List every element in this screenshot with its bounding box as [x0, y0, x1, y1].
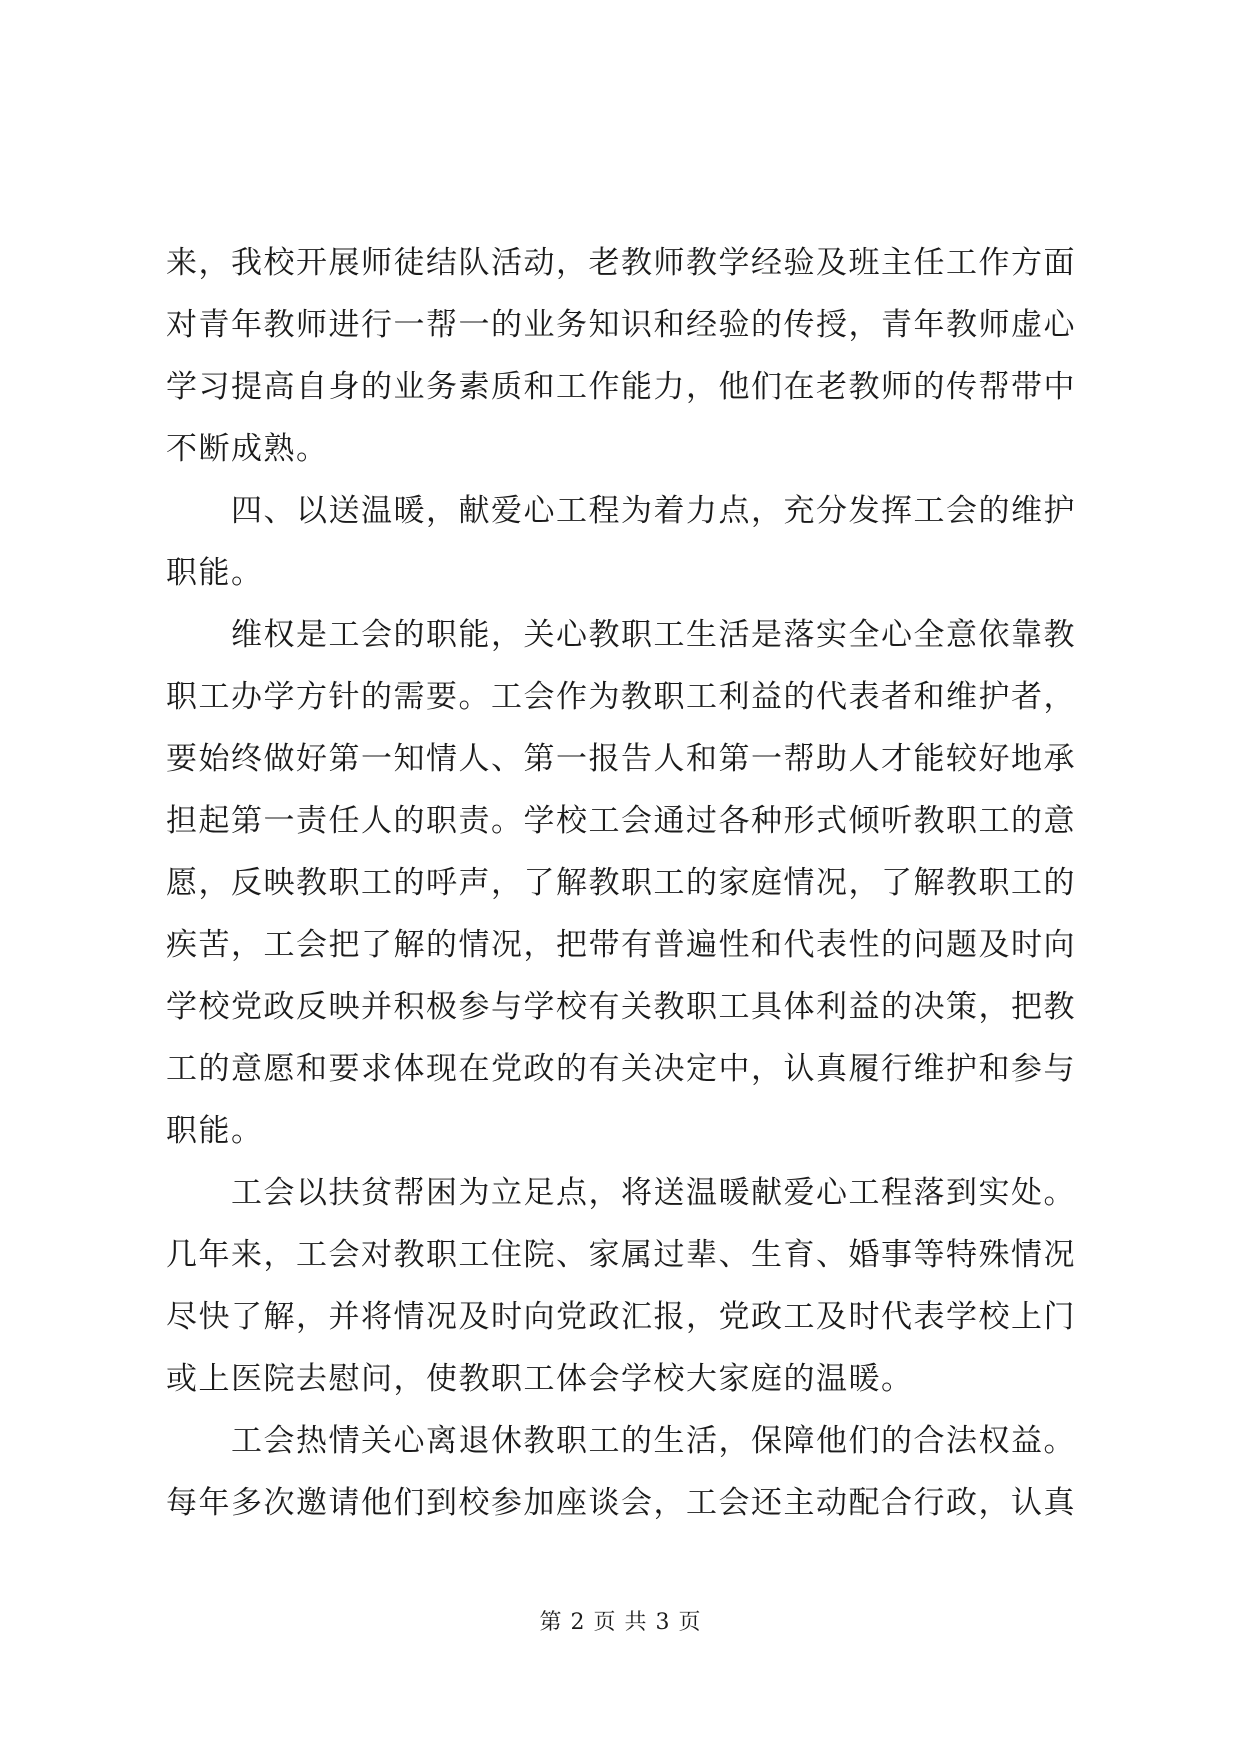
paragraph-rights-protection: 维权是工会的职能，关心教职工生活是落实全心全意依靠教职工办学方针的需要。工会作为教职工利益的代表者和维护者，要始终做好第一知情人、第一报告人和第一帮助人才能较好地承担起第一责任人的职责。学校工会通过各种形式倾听教职工的意愿，反映教职工的呼声，了解教职工的家庭情况，了解教职工的疾苦，工会把了解的情况，把带有普遍性和代表性的问题及时向学校党政反映并积极参与学校有关教职工具体利益的决策，把教工的意愿和要求体现在党政的有关决定中，认真履行维护和参与职能。 [166, 617, 1076, 1149]
page-number-footer: 第 2 页 共 3 页 [539, 1610, 702, 1635]
paragraph-continuation: 来，我校开展师徒结队活动，老教师教学经验及班主任工作方面对青年教师进行一帮一的业务知识和经验的传授，青年教师虚心学习提高自身的业务素质和工作能力，他们在老教师的传帮带中不断成熟。 [166, 245, 1076, 467]
section-heading-four: 四、以送温暖，献爱心工程为着力点，充分发挥工会的维护职能。 [166, 493, 1076, 591]
document-body [166, 232, 1076, 1534]
paragraph-retired-staff: 工会热情关心离退休教职工的生活，保障他们的合法权益。每年多次邀请他们到校参加座谈会，工会还主动配合行政，认真 [166, 1423, 1076, 1521]
paragraph-poverty-relief: 工会以扶贫帮困为立足点，将送温暖献爱心工程落到实处。几年来，工会对教职工住院、家属过辈、生育、婚事等特殊情况尽快了解，并将情况及时向党政汇报，党政工及时代表学校上门或上医院去慰问，使教职工体会学校大家庭的温暖。 [166, 1175, 1076, 1397]
